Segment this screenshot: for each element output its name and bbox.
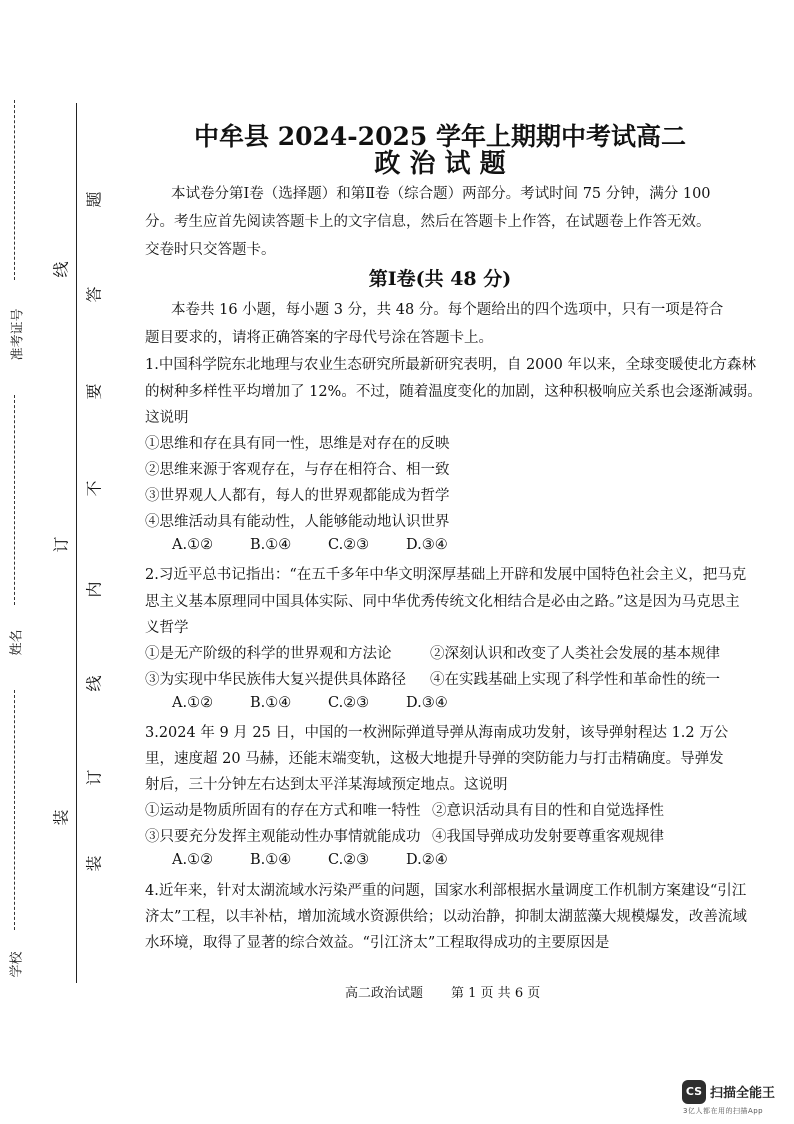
section-instruction-1: 本卷共 16 小题，每小题 3 分，共 48 分。每个题给出的四个选项中，只有一项是符合 [171, 302, 724, 318]
notice-char-ding: 订 [84, 769, 104, 786]
q4-stem-2: 济太”工程，以丰补枯，增加流域水资源供给；以动治静，抑制太湖蓝藻大规模爆发，改善流域 [145, 909, 747, 925]
page-footer [345, 982, 568, 1001]
q3-item-1: ①运动是物质所固有的存在方式和唯一特性 [145, 803, 421, 819]
q3-stem-1: 3.2024 年 9 月 25 日，中国的一枚洲际弹道导弹从海南成功发射，该导弹射程达 1.2 万公 [145, 725, 729, 741]
school-label: 学校 [9, 951, 25, 978]
q1-choice-d: D.③④ [406, 537, 448, 553]
q2-choice-d: D.③④ [406, 695, 448, 711]
q1-choice-c: C.②③ [328, 537, 370, 553]
binding-dashed-line-top [14, 100, 15, 280]
notice-char-xian: 线 [84, 675, 104, 692]
q3-stem-3: 射后，三十分钟左右达到太平洋某海域预定地点。这说明 [145, 777, 508, 793]
seal-char-zhuang: 装 [51, 809, 71, 826]
scanner-app-tagline: 3亿人都在用的扫描App [683, 1107, 764, 1115]
q1-item-3: ③世界观人人都有，每人的世界观都能成为哲学 [145, 488, 450, 504]
exam-subtitle: 政 治 试 题 [374, 149, 506, 179]
q2-choice-c: C.②③ [328, 695, 370, 711]
intro-line-2: 分。考生应首先阅读答题卡上的文字信息，然后在答题卡上作答，在试题卷上作答无效。 [145, 214, 711, 230]
q2-item-2: ②深刻认识和改变了人类社会发展的基本规律 [430, 646, 720, 662]
seal-char-ding: 订 [51, 536, 71, 553]
section-title: 第Ⅰ卷(共 48 分) [368, 268, 512, 290]
q3-choice-c: C.②③ [328, 852, 370, 868]
q3-item-4: ④我国导弹成功发射要尊重客观规律 [432, 829, 664, 845]
q1-item-2: ②思维来源于客观存在，与存在相符合、相一致 [145, 462, 450, 478]
intro-line-1: 本试卷分第Ⅰ卷（选择题）和第Ⅱ卷（综合题）两部分。考试时间 75 分钟，满分 100 [171, 186, 711, 202]
exam-title: 中牟县 2024-2025 学年上期期中考试高二 [194, 122, 686, 151]
q1-choice-a: A.①② [172, 537, 214, 553]
section-instruction-2: 题目要求的，请将正确答案的字母代号涂在答题卡上。 [145, 330, 493, 346]
name-label: 姓名 [9, 629, 25, 656]
q2-item-1: ①是无产阶级的科学的世界观和方法论 [145, 646, 392, 662]
intro-line-3: 交卷时只交答题卡。 [145, 242, 276, 258]
q2-stem-2: 思主义基本原理同中国具体实际、同中华优秀传统文化相结合是必由之路。”这是因为马克思主 [145, 594, 740, 610]
q1-stem-3: 这说明 [145, 410, 189, 426]
q3-choice-a: A.①② [172, 852, 214, 868]
q3-stem-2: 里，速度超 20 马赫，还能末端变轨，这极大地提升导弹的突防能力与打击精确度。导弹发 [145, 751, 724, 767]
q2-choice-b: B.①④ [250, 695, 292, 711]
q2-choice-a: A.①② [172, 695, 214, 711]
footer-subject: 高二政治试题 [345, 986, 424, 1001]
notice-char-bu: 不 [84, 480, 104, 497]
exam-id-label: 准考证号 [10, 308, 26, 361]
footer-page-number: 第 1 页 共 6 页 [451, 986, 541, 1001]
q4-stem-3: 水环境，取得了显著的综合效益。“引江济太”工程取得成功的主要原因是 [145, 935, 610, 951]
binding-dashed-line-low [14, 690, 15, 930]
notice-char-da: 答 [84, 286, 104, 303]
notice-char-yao: 要 [84, 383, 104, 400]
scanner-logo-icon: CS [682, 1080, 706, 1104]
q3-choice-b: B.①④ [250, 852, 292, 868]
q3-item-3: ③只要充分发挥主观能动性办事情就能成功 [145, 829, 421, 845]
notice-char-ti: 题 [84, 191, 104, 208]
q1-stem-2: 的树种多样性平均增加了 12%。不过，随着温度变化的加剧，这种积极响应关系也会逐渐减弱。 [145, 384, 762, 400]
q1-item-4: ④思维活动具有能动性，人能够能动地认识世界 [145, 514, 450, 530]
binding-dashed-line-mid [14, 395, 15, 605]
notice-char-zhuang: 装 [84, 855, 104, 872]
q4-stem-1: 4.近年来，针对太湖流域水污染严重的问题，国家水利部根据水量调度工作机制方案建设“引江 [145, 883, 747, 899]
q1-stem-1: 1.中国科学院东北地理与农业生态研究所最新研究表明，自 2000 年以来，全球变暖使北方森林 [145, 357, 756, 373]
q2-item-3: ③为实现中华民族伟大复兴提供具体路径 [145, 672, 406, 688]
seal-char-xian: 线 [51, 261, 71, 278]
scanner-app-name: 扫描全能王 [710, 1086, 776, 1101]
binding-line [76, 103, 77, 983]
q2-stem-3: 义哲学 [145, 620, 189, 636]
q2-stem-1: 2.习近平总书记指出：“在五千多年中华文明深厚基础上开辟和发展中国特色社会主义，把马克 [145, 567, 747, 583]
q3-item-2: ②意识活动具有目的性和自觉选择性 [432, 803, 664, 819]
notice-char-nei: 内 [84, 581, 104, 598]
q3-choice-d: D.②④ [406, 852, 448, 868]
q1-choice-b: B.①④ [250, 537, 292, 553]
q1-item-1: ①思维和存在具有同一性，思维是对存在的反映 [145, 436, 450, 452]
q2-item-4: ④在实践基础上实现了科学性和革命性的统一 [430, 672, 720, 688]
